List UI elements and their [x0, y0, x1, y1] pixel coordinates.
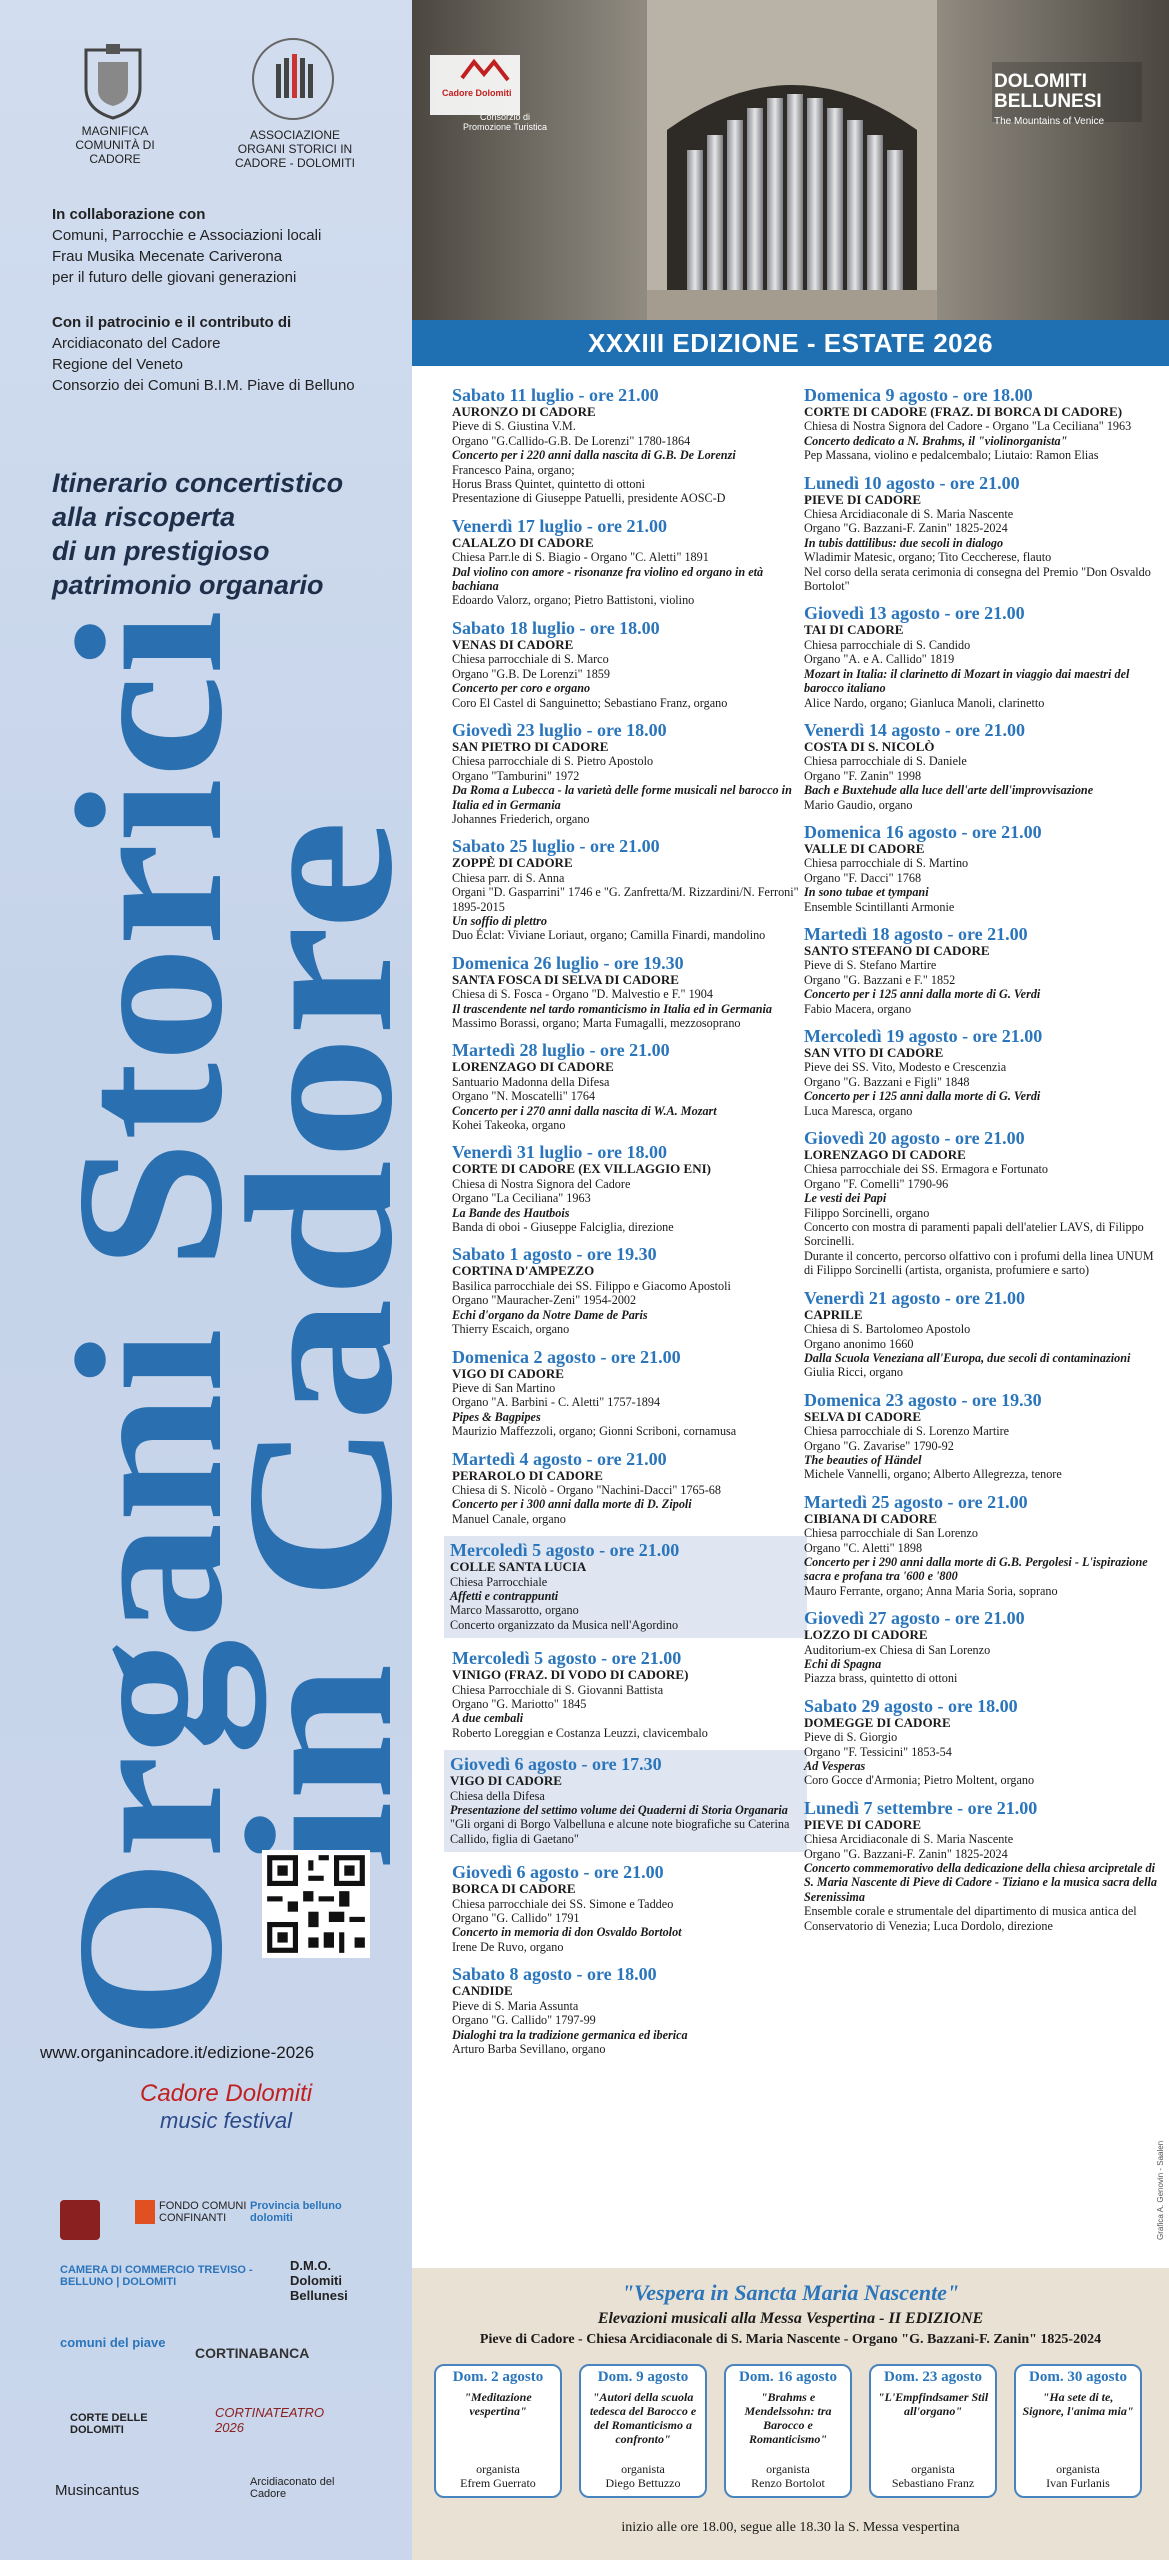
concert-title: Ad Vesperas	[804, 1759, 866, 1774]
concert-date: Martedì 18 agosto - ore 21.00	[804, 923, 1028, 944]
concert-entry	[804, 1026, 1159, 1118]
sponsor-cortinabanca: CORTINABANCA	[195, 2345, 310, 2361]
concert-venue-line: Chiesa parrocchiale di S. Candido	[804, 637, 971, 652]
concert-performer: Durante il concerto, percorso olfattivo con i profumi della linea UNUM di Filippo Sorcinelli (artista, organista, profumiere e sarto)	[804, 1248, 1154, 1278]
vespera-card-role: organista	[911, 2462, 955, 2476]
concert-title: Echi di Spagna	[804, 1657, 882, 1671]
concert-title: In sono tubae et tympani	[804, 885, 929, 900]
concert-performer: Ensemble corale e strumentale del dipartimento di musica antica del Conservatorio di Venezia; Luca Dordolo, direzione	[804, 1904, 1137, 1933]
concert-venue-line: Organo "G. Bazzani e Figli" 1848	[804, 1074, 970, 1089]
concert-date: Domenica 16 agosto - ore 21.00	[804, 821, 1042, 842]
festival-line2: music festival	[160, 2108, 293, 2133]
concert-entry	[804, 1798, 1159, 1933]
concert-performer: Kohei Takeoka, organo	[452, 1118, 566, 1133]
concert-performer: Irene De Ruvo, organo	[452, 1939, 564, 1954]
vespera-card-title: "Meditazione vespertina"	[464, 2390, 532, 2418]
dolomiti-logo-line1: DOLOMITI	[994, 71, 1087, 92]
concert-date: Domenica 9 agosto - ore 18.00	[804, 385, 1033, 405]
concert-place: CORTE DI CADORE (FRAZ. DI BORCA DI CADORE)	[804, 404, 1123, 419]
concert-place: DOMEGGE DI CADORE	[804, 1714, 951, 1730]
concert-entry	[452, 953, 807, 1031]
concert-venue-line: Chiesa di S. Bartolomeo Apostolo	[804, 1322, 971, 1337]
concert-venue-line: Chiesa parrocchiale di S. Lorenzo Martire	[804, 1424, 1010, 1439]
patrocinio-line: Arcidiaconato del Cadore	[52, 335, 221, 352]
vespera-card-role: organista	[1056, 2462, 1100, 2476]
concert-place: CIBIANA DI CADORE	[804, 1510, 937, 1526]
vespera-card-title: "Brahms e Mendelssohn: tra Barocco e Romanticismo"	[744, 2390, 832, 2446]
concert-title: Da Roma a Lubecca - la varietà delle forme musicali nel barocco in Italia ed in Germania	[452, 783, 792, 812]
concert-venue-line: Organo "G. Callido" 1791	[452, 1911, 580, 1926]
concert-entry	[804, 1128, 1159, 1278]
concert-entry	[452, 1244, 807, 1336]
concert-entry	[452, 1347, 807, 1439]
concert-date: Domenica 26 luglio - ore 19.30	[452, 952, 684, 973]
concert-performer: Thierry Escaich, organo	[452, 1322, 570, 1337]
concert-venue-line: Chiesa parrocchiale dei SS. Ermagora e Fortunato	[804, 1162, 1049, 1177]
concert-performer: Marco Massarotto, organo	[450, 1603, 579, 1618]
collab-title: In collaborazione con	[52, 206, 206, 223]
concert-venue-line: Organo "G.Callido-G.B. De Lorenzi" 1780-1864	[452, 433, 691, 448]
concert-venue-line: Chiesa parrocchiale di S. Marco	[452, 652, 609, 667]
sponsor-cortinateatro: CORTINATEATRO 2026	[215, 2405, 325, 2435]
vespera-card-date: Dom. 23 agosto	[884, 2369, 982, 2385]
concert-performer: Coro El Castel di Sanguinetto; Sebastiano Franz, organo	[452, 695, 728, 710]
concert-venue-line: Santuario Madonna della Difesa	[452, 1074, 610, 1089]
patrocinio-block	[52, 312, 355, 396]
concert-title: Affetti e contrappunti	[450, 1588, 559, 1603]
festival-line1: Cadore Dolomiti	[140, 2080, 313, 2107]
vespera-card-performer	[436, 2462, 560, 2490]
concert-date: Sabato 18 luglio - ore 18.00	[452, 617, 660, 638]
dolomiti-bellunesi-logo	[994, 72, 1104, 132]
consorzio-label: Consorzio di Promozione Turistica	[462, 112, 548, 132]
cadore-dolomiti-logo: Cadore Dolomiti	[442, 88, 512, 98]
concert-date: Venerdì 31 luglio - ore 18.00	[452, 1142, 667, 1163]
concert-date: Venerdì 21 agosto - ore 21.00	[804, 1287, 1025, 1308]
concert-title: La Bande des Hautbois	[452, 1205, 570, 1220]
concert-date: Venerdì 17 luglio - ore 21.00	[452, 515, 667, 536]
qr-code[interactable]	[262, 1850, 370, 1958]
itinerary-line: Itinerario concertistico	[52, 468, 344, 498]
concert-performer: Duo Éclat: Viviane Loriaut, organo; Camilla Finardi, mandolino	[452, 928, 766, 943]
concert-performer: Concerto organizzato da Musica nell'Agordino	[450, 1617, 679, 1632]
concert-venue-line: Chiesa parrocchiale dei SS. Simone e Taddeo	[452, 1896, 674, 1911]
concert-date: Lunedì 7 settembre - ore 21.00	[804, 1797, 1038, 1818]
concert-date: Giovedì 23 luglio - ore 18.00	[452, 719, 667, 740]
concert-venue-line: Organo "G. Mariotto" 1845	[452, 1697, 587, 1711]
concert-entry	[452, 516, 807, 608]
concert-place: LOZZO DI CADORE	[804, 1627, 928, 1643]
concert-entry	[452, 1040, 807, 1132]
concert-place: SANTA FOSCA DI SELVA DI CADORE	[452, 971, 679, 987]
main-title	[10, 600, 436, 2050]
concert-venue-line: Organo "Mauracher-Zeni" 1954-2002	[452, 1293, 637, 1308]
concert-date: Sabato 29 agosto - ore 18.00	[804, 1695, 1018, 1716]
sponsor-corte: CORTE DELLE DOLOMITI	[70, 2412, 148, 2436]
main-title-line2: in Cadore	[204, 981, 436, 1870]
concert-date: Giovedì 20 agosto - ore 21.00	[804, 1128, 1025, 1149]
concert-date: Sabato 1 agosto - ore 19.30	[452, 1244, 657, 1265]
concert-place: VALLE DI CADORE	[804, 840, 925, 856]
concert-venue-line: Organo "G. Zavarise" 1790-92	[804, 1438, 954, 1453]
itinerary-line: alla riscoperta	[52, 502, 236, 532]
concert-venue-line: Organo "N. Moscatelli" 1764	[452, 1089, 596, 1104]
concert-venue-line: Organo "Tamburini" 1972	[452, 768, 580, 783]
concert-title: Concerto commemorativo della dedicazione della chiesa arcipretale di S. Maria Nascente di Pieve di Cadore - Tiziano e la musica sacra della Serenissima	[804, 1861, 1157, 1904]
concert-venue-line: Chiesa Parrocchiale	[450, 1574, 548, 1589]
concert-venue-line: Chiesa parr. di S. Anna	[452, 870, 565, 885]
concert-title: Concerto dedicato a N. Brahms, il "violinorganista"	[804, 433, 1068, 448]
itinerary-tagline	[52, 466, 402, 602]
concert-venue-line: Chiesa Arcidiaconale di S. Maria Nascente	[804, 507, 1014, 522]
concert-performer: Johannes Friederich, organo	[452, 811, 590, 826]
vespera-card-date: Dom. 30 agosto	[1029, 2369, 1127, 2385]
concert-title: Pipes & Bagpipes	[452, 1409, 541, 1424]
vespera-card-name: Renzo Bortolot	[751, 2476, 825, 2490]
concert-performer: Giulia Ricci, organo	[804, 1365, 903, 1380]
logo2-caption: ASSOCIAZIONE ORGANI STORICI IN CADORE - DOLOMITI	[234, 128, 355, 170]
vespera-card-name: Diego Bettuzzo	[605, 2476, 681, 2490]
concert-venue-line: Chiesa parrocchiale di S. Martino	[804, 856, 969, 871]
concert-venue-line: Chiesa di Nostra Signora del Cadore - Organo "La Ceciliana" 1963	[804, 419, 1132, 434]
vespera-card	[434, 2364, 562, 2498]
concert-venue-line: Organi "D. Gasparrini" 1746 e "G. Zanfretta/M. Rizzardini/N. Ferroni" 1895-2015	[452, 885, 799, 914]
vespera-card	[869, 2364, 997, 2498]
concert-entry	[452, 720, 807, 826]
concert-place: PIEVE DI CADORE	[804, 1816, 922, 1832]
concert-date: Sabato 11 luglio - ore 21.00	[452, 385, 659, 405]
concert-performer: Francesco Paina, organo;	[452, 462, 575, 477]
concert-performer: Michele Vannelli, organo; Alberto Allegrezza, tenore	[804, 1467, 1062, 1482]
vespera-card-performer	[871, 2462, 995, 2490]
concert-venue-line: Chiesa di S. Nicolò - Organo "Nachini-Dacci" 1765-68	[452, 1482, 721, 1497]
itinerary-line: di un prestigioso	[52, 536, 270, 566]
concert-venue-line: Chiesa Arcidiaconale di S. Maria Nascente	[804, 1832, 1014, 1847]
concert-title: Presentazione del settimo volume dei Quaderni di Storia Organaria	[450, 1803, 788, 1818]
concert-title: Bach e Buxtehude alla luce dell'arte dell'improvvisazione	[804, 783, 1094, 798]
concert-entry	[452, 1142, 807, 1234]
concert-title: Concerto per i 270 anni dalla nascita di W.A. Mozart	[452, 1103, 717, 1118]
concert-performer: "Gli organi di Borgo Valbelluna e alcune note biografiche su Caterina Callido, figlia di Gaetano"	[450, 1817, 790, 1846]
concert-performer: Edoardo Valorz, organo; Pietro Battistoni, violino	[452, 593, 695, 608]
concert-venue-line: Chiesa parrocchiale di S. Daniele	[804, 754, 967, 769]
concert-entry	[804, 1696, 1159, 1788]
vespera-card-title: "Ha sete di te, Signore, l'anima mia"	[1022, 2390, 1134, 2418]
concert-venue-line: Organo "G. Bazzani e F." 1852	[804, 972, 956, 987]
concert-entry	[804, 385, 1159, 463]
concert-place: VENAS DI CADORE	[452, 636, 574, 652]
concert-date: Mercoledì 5 agosto - ore 21.00	[450, 1540, 680, 1561]
concert-entry	[804, 473, 1159, 594]
sponsor-fondo: FONDO COMUNI CONFINANTI	[135, 2200, 249, 2224]
concert-performer: Banda di oboi - Giuseppe Falciglia, direzione	[452, 1220, 674, 1235]
concert-venue-line: Basilica parrocchiale dei SS. Filippo e Giacomo Apostoli	[452, 1278, 731, 1293]
concert-title: A due cembali	[452, 1711, 524, 1726]
concert-venue-line: Organo "A. Barbini - C. Aletti" 1757-1894	[452, 1395, 661, 1410]
schedule-column-2	[804, 385, 1159, 1943]
dolomiti-logo-line2: BELLUNESI	[994, 91, 1102, 112]
concert-performer: Concerto con mostra di paramenti papali dell'atelier LAVS, di Filippo Sorcinelli.	[804, 1220, 1144, 1249]
concert-entry	[452, 1862, 807, 1954]
concert-title: Echi d'organo da Notre Dame de Paris	[452, 1307, 648, 1322]
concert-place: SAN VITO DI CADORE	[804, 1045, 944, 1060]
vespera-card-role: organista	[621, 2462, 665, 2476]
concert-date: Martedì 25 agosto - ore 21.00	[804, 1491, 1028, 1512]
concert-venue-line: Organo "A. e A. Callido" 1819	[804, 652, 955, 667]
concert-performer: Roberto Loreggian e Costanza Leuzzi, clavicembalo	[452, 1725, 708, 1740]
concert-venue-line: Organo "F. Zanin" 1998	[804, 768, 922, 783]
concert-venue-line: Chiesa Parr.le di S. Biagio - Organo "C. Aletti" 1891	[452, 550, 709, 565]
concert-venue-line: Organo "F. Tessicini" 1853-54	[804, 1744, 952, 1759]
vespera-card-date: Dom. 2 agosto	[452, 2369, 544, 2385]
concert-performer: Luca Maresca, organo	[804, 1103, 913, 1118]
concert-performer: Fabio Macera, organo	[804, 1001, 912, 1016]
concert-venue-line: Chiesa Parrocchiale di S. Giovanni Battista	[452, 1682, 664, 1697]
itinerary-line: patrimonio organario	[52, 570, 324, 600]
concert-place: SAN PIETRO DI CADORE	[452, 738, 609, 754]
vespera-card-title: "Autori della scuola tedesca del Barocco e del Romanticismo a confronto"	[589, 2390, 697, 2446]
concert-place: CALALZO DI CADORE	[452, 534, 594, 550]
sponsor-arcidiaconato: Arcidiaconato del Cadore	[250, 2476, 335, 2500]
logo-row	[40, 36, 380, 176]
concert-date: Lunedì 10 agosto - ore 21.00	[804, 472, 1020, 493]
vespera-section	[412, 2268, 1169, 2560]
vespera-card	[724, 2364, 852, 2498]
concert-venue-line: Organo "G. Callido" 1797-99	[452, 2013, 596, 2028]
concert-place: CAPRILE	[804, 1306, 863, 1322]
concert-performer: Presentazione di Giuseppe Patuelli, presidente AOSC-D	[452, 491, 726, 506]
patrocinio-title: Con il patrocinio e il contributo di	[52, 314, 292, 331]
main-title-line1: Organi Storici	[34, 750, 266, 2040]
concert-title: Concerto per i 125 anni dalla morte di G. Verdi	[804, 987, 1041, 1002]
concert-title: The beauties of Händel	[804, 1452, 922, 1467]
concert-entry	[452, 1449, 807, 1527]
concert-performer: Mario Gaudio, organo	[804, 797, 913, 812]
patrocinio-line: Consorzio dei Comuni B.I.M. Piave di Belluno	[52, 377, 355, 394]
concert-place: CORTINA D'AMPEZZO	[452, 1263, 595, 1279]
festival-logo	[140, 2080, 340, 2170]
concert-title: Concerto per i 220 anni dalla nascita di G.B. De Lorenzi	[452, 448, 736, 463]
concert-place: ZOPPÈ DI CADORE	[452, 855, 573, 871]
vespera-footer: inizio alle ore 18.00, segue alle 18.30 la S. Messa vespertina	[621, 2520, 960, 2535]
concert-date: Martedì 28 luglio - ore 21.00	[452, 1040, 670, 1061]
concert-title: Dialoghi tra la tradizione germanica ed iberica	[452, 2027, 688, 2042]
organi-storici-emblem	[250, 36, 336, 122]
concert-venue-line: Chiesa di S. Fosca - Organo "D. Malvestio e F." 1904	[452, 987, 713, 1002]
concert-venue-line: Pieve di S. Stefano Martire	[804, 958, 937, 973]
vespera-card	[1014, 2364, 1142, 2498]
concert-title: Concerto per i 290 anni dalla morte di G.B. Pergolesi - L'ispirazione sacra e profana tra '600 e '800	[804, 1554, 1148, 1584]
graphic-credit: Grafica A. Genovin - Saalen	[1156, 2140, 1165, 2240]
concert-place: VIGO DI CADORE	[452, 1365, 564, 1381]
vespera-card-date: Dom. 16 agosto	[739, 2369, 837, 2385]
concert-date: Sabato 25 luglio - ore 21.00	[452, 836, 660, 857]
concert-entry	[804, 720, 1159, 812]
concert-place: PERAROLO DI CADORE	[452, 1467, 603, 1483]
concert-performer: Mauro Ferrante, organo; Anna Maria Soria, soprano	[804, 1583, 1058, 1598]
concert-date: Domenica 2 agosto - ore 21.00	[452, 1346, 681, 1367]
hero-organ-photo	[412, 0, 1169, 320]
vespera-card-name: Ivan Furlanis	[1046, 2476, 1110, 2490]
concert-place: SELVA DI CADORE	[804, 1408, 922, 1424]
vespera-card-name: Efrem Guerrato	[460, 2476, 536, 2490]
vespera-card-performer	[1016, 2462, 1140, 2490]
concert-performer: Massimo Borassi, organo; Marta Fumagalli, mezzosoprano	[452, 1016, 741, 1030]
vespera-card-date: Dom. 9 agosto	[597, 2369, 689, 2385]
vespera-card-role: organista	[476, 2462, 520, 2476]
concert-title: Concerto in memoria di don Osvaldo Bortolot	[452, 1925, 682, 1940]
concert-date: Giovedì 27 agosto - ore 21.00	[804, 1608, 1025, 1629]
concert-place: COSTA DI S. NICOLÒ	[804, 738, 935, 754]
vespera-title: "Vespera in Sancta Maria Nascente"	[621, 2280, 960, 2305]
concert-title: In tubis dattilibus: due secoli in dialogo	[804, 535, 1004, 550]
concert-place: CORTE DI CADORE (EX VILLAGGIO ENI)	[452, 1161, 711, 1177]
concert-venue-line: Pieve di S. Giorgio	[804, 1730, 898, 1745]
concert-venue-line: Pieve di San Martino	[452, 1380, 556, 1395]
vespera-card-name: Sebastiano Franz	[891, 2476, 975, 2490]
concert-title: Dal violino con amore - risonanze fra violino ed organo in età bachiana	[452, 564, 764, 594]
concert-place: VINIGO (FRAZ. DI VODO DI CADORE)	[452, 1667, 689, 1683]
concert-performer: Horus Brass Quintet, quintetto di ottoni	[452, 477, 645, 492]
concert-entry	[452, 836, 807, 942]
concert-title: Concerto per i 125 anni dalla morte di G. Verdi	[804, 1089, 1041, 1104]
concert-entry	[804, 822, 1159, 914]
concert-entry	[452, 1648, 807, 1740]
concert-entry	[804, 1288, 1159, 1380]
concert-title: Le vesti dei Papi	[804, 1191, 887, 1206]
concert-venue-line: Chiesa parrocchiale di S. Pietro Apostolo	[452, 754, 654, 769]
concert-performer: Arturo Barba Sevillano, organo	[452, 2041, 606, 2056]
vespera-venue: Pieve di Cadore - Chiesa Arcidiaconale di S. Maria Nascente - Organo "G. Bazzani-F. Zanin" 1825-2024	[479, 2332, 1102, 2347]
sponsor-provincia: Provincia belluno dolomiti	[250, 2200, 342, 2224]
collab-line: Comuni, Parrocchie e Associazioni locali	[52, 227, 322, 244]
concert-venue-line: Pieve dei SS. Vito, Modesto e Crescenzia	[804, 1060, 1007, 1075]
concert-venue-line: Organo "G. Bazzani-F. Zanin" 1825-2024	[804, 521, 1008, 536]
concert-entry	[804, 603, 1159, 709]
collab-line: Frau Musika Mecenate Cariverona	[52, 248, 283, 265]
regione-veneto-icon	[60, 2200, 100, 2240]
concert-title: Mozart in Italia: il clarinetto di Mozart in viaggio dai maestri del barocco italiano	[804, 666, 1130, 696]
concert-venue-line: Organo "F. Dacci" 1768	[804, 870, 922, 885]
vespera-card	[579, 2364, 707, 2498]
concert-venue-line: Chiesa di Nostra Signora del Cadore	[452, 1176, 631, 1191]
concert-venue-line: Pieve di S. Maria Assunta	[452, 1998, 579, 2013]
vespera-card-role: organista	[766, 2462, 810, 2476]
sponsor-dmo: D.M.O. Dolomiti Bellunesi	[290, 2258, 348, 2303]
concert-place: AURONZO DI CADORE	[452, 404, 596, 419]
concert-title: Un soffio di plettro	[452, 913, 547, 928]
right-panel	[412, 0, 1169, 2560]
website-link[interactable]: www.organincadore.it/edizione-2026	[40, 2043, 315, 2062]
sponsor-musincantus: Musincantus	[55, 2482, 140, 2499]
concert-title: Dalla Scuola Veneziana all'Europa, due secoli di contaminazioni	[804, 1350, 1131, 1365]
left-panel	[0, 0, 436, 2560]
concert-entry	[804, 924, 1159, 1016]
concert-date: Mercoledì 5 agosto - ore 21.00	[452, 1648, 682, 1669]
concert-performer: Manuel Canale, organo	[452, 1511, 566, 1526]
vespera-subtitle: Elevazioni musicali alla Messa Vespertina - II EDIZIONE	[597, 2310, 984, 2327]
dolomiti-tagline: The Mountains of Venice	[994, 116, 1105, 127]
vespera-card-performer	[726, 2462, 850, 2490]
concert-place: COLLE SANTA LUCIA	[450, 1559, 587, 1575]
concert-date: Domenica 23 agosto - ore 19.30	[804, 1389, 1042, 1410]
concert-date: Giovedì 13 agosto - ore 21.00	[804, 603, 1025, 624]
concert-performer: Maurizio Maffezzoli, organo; Gionni Scriboni, cornamusa	[452, 1424, 737, 1439]
concert-venue-line: Organo "La Ceciliana" 1963	[452, 1191, 591, 1206]
concert-performer: Pep Massana, violino e pedalcembalo; Liutaio: Ramon Elias	[804, 448, 1099, 463]
vespera-card-performer	[581, 2462, 705, 2490]
concert-venue-line: Organo anonimo 1660	[804, 1336, 914, 1351]
concert-place: VIGO DI CADORE	[450, 1773, 562, 1789]
concert-date: Venerdì 14 agosto - ore 21.00	[804, 719, 1025, 740]
collab-line: per il futuro delle giovani generazioni	[52, 269, 297, 286]
concert-date: Sabato 8 agosto - ore 18.00	[452, 1964, 657, 1985]
concert-entry	[452, 1964, 807, 2056]
concert-place: CANDIDE	[452, 1983, 513, 1999]
logo1-caption: MAGNIFICA COMUNITÀ DI CADORE	[75, 124, 155, 166]
vespera-card-title: "L'Empfindsamer Stil all'organo"	[877, 2390, 989, 2418]
concert-place: SANTO STEFANO DI CADORE	[804, 942, 990, 958]
concert-title: Concerto per coro e organo	[452, 681, 591, 696]
concert-performer: Nel corso della serata cerimonia di consegna del Premio "Don Osvaldo Bortolot"	[804, 564, 1151, 594]
concert-performer: Alice Nardo, organo; Gianluca Manoli, clarinetto	[804, 695, 1045, 710]
concert-venue-line: Chiesa parrocchiale di San Lorenzo	[804, 1526, 978, 1541]
concert-title: Concerto per i 300 anni dalla morte di D. Zipoli	[452, 1497, 692, 1512]
concert-place: LORENZAGO DI CADORE	[804, 1147, 966, 1163]
concert-date: Giovedì 6 agosto - ore 21.00	[452, 1862, 664, 1883]
concert-entry	[452, 385, 807, 506]
concert-place: BORCA DI CADORE	[452, 1881, 576, 1897]
concert-place: TAI DI CADORE	[804, 622, 904, 638]
concert-performer: Piazza brass, quintetto di ottoni	[804, 1671, 958, 1686]
edition-banner: XXXIII EDIZIONE - ESTATE 2026	[412, 320, 1169, 366]
sponsor-camera: CAMERA DI COMMERCIO TREVISO - BELLUNO | DOLOMITI	[60, 2264, 253, 2288]
concert-date: Giovedì 6 agosto - ore 17.30	[450, 1754, 662, 1775]
concert-performer: Ensemble Scintillanti Armonie	[804, 899, 955, 914]
concert-venue-line: Organo "F. Comelli" 1790-96	[804, 1176, 949, 1191]
magnifica-comunita-emblem	[78, 40, 148, 120]
patrocinio-line: Regione del Veneto	[52, 356, 183, 373]
concert-venue-line: Auditorium-ex Chiesa di San Lorenzo	[804, 1642, 991, 1657]
concert-venue-line: Pieve di S. Giustina V.M.	[452, 419, 576, 434]
concert-venue-line: Chiesa della Difesa	[450, 1788, 545, 1803]
concert-venue-line: Organo "G.B. De Lorenzi" 1859	[452, 666, 610, 681]
concert-entry	[804, 1608, 1159, 1686]
concert-entry	[804, 1492, 1159, 1598]
sponsor-comuni-piave: comuni del piave	[60, 2335, 166, 2350]
concert-entry	[452, 618, 807, 710]
concert-venue-line: Organo "G. Bazzani-F. Zanin" 1825-2024	[804, 1846, 1008, 1861]
concert-title: Il trascendente nel tardo romanticismo in Italia ed in Germania	[452, 1001, 772, 1016]
collab-block	[52, 204, 321, 288]
concert-date: Mercoledì 19 agosto - ore 21.00	[804, 1026, 1043, 1046]
concert-performer: Wladimir Matesic, organo; Tito Ceccherese, flauto	[804, 550, 1052, 565]
concert-date: Martedì 4 agosto - ore 21.00	[452, 1448, 667, 1469]
concert-entry	[804, 1390, 1159, 1482]
organ-photo-illustration	[412, 0, 1169, 320]
concert-performer: Coro Gocce d'Armonia; Pietro Moltent, organo	[804, 1773, 1035, 1788]
concert-venue-line: Organo "C. Aletti" 1898	[804, 1540, 923, 1555]
concert-place: PIEVE DI CADORE	[804, 491, 922, 507]
concert-place: LORENZAGO DI CADORE	[452, 1059, 614, 1075]
concert-entry	[444, 1536, 807, 1638]
schedule-column-1	[452, 385, 807, 2066]
concert-entry	[444, 1750, 807, 1852]
concert-performer: Filippo Sorcinelli, organo	[804, 1205, 930, 1220]
